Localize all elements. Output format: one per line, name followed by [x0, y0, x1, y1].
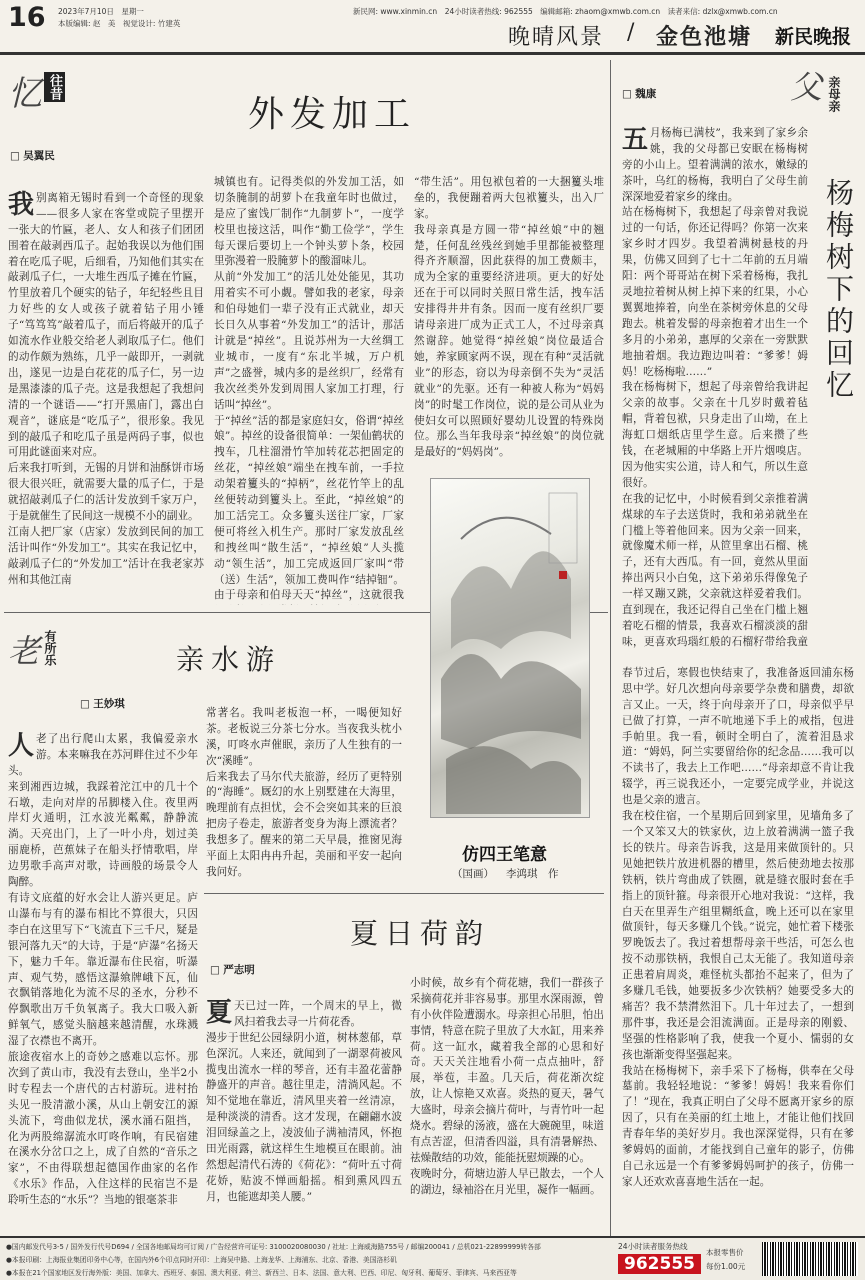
- column-divider: [610, 60, 611, 1236]
- painting-author: 李鸿琪 作: [506, 868, 559, 880]
- article-body-column: [414, 159, 604, 459]
- article-text: 别离箱无锡时看到一个奇怪的现象——很多人家在客堂或院子里摆开一张大的竹匾，老人、女人和孩子们团团围着在敲剥西瓜子。起始我误以为他们围着在吃瓜子呢，后细看，乃知他们其实在敲剥瓜子仁，一大堆生西瓜子摊在竹匾，竹里放着几个硬实的钻子，年纪轻些且目力好些的女人或孩子就着钻子用小锤子“笃笃笃”敲着瓜子，而后将敲开的瓜子如流水作业般交给老人剥取瓜子仁。他们的动作颇为熟练，几乎一敲即开，一剥就出，遂见一边是白花花的瓜子仁，另一边是黑漆漆的瓜子壳。这是我想起了我想问清的一个谜语——“打开黑庙门，露出白观音”，谜底是“吃瓜子”，很形象。我见到的敲瓜子和吃瓜子虽是两码子事，似也可用此谜面来对应。 后来我打听到，无锡的月饼和油酥饼市场很大很兴旺，就需要大量的瓜子仁，于是就招敲剥瓜子仁的活计发放到千家万户，于是就催生了民间这一规模不小的副业。 江南人把厂家（店家）发放到民间的加工活计叫作“外发加工”。其实在我记忆中，敲剥瓜子仁的“外发加工”活计在我老家苏州和其他江南: [8, 191, 204, 586]
- article-author: □ 魏康: [622, 86, 656, 101]
- article-text: 常著名。我叫老板泡一杯，一喝便知好茶。老板说三分茶七分水。当夜我头枕小溪，叮咚水声催眠，亲历了人生独有的一次“溪睡”。 后来我去了马尔代夫旅游，经历了更特别的“海睡”。厩幻的水上别墅建在大海里，晚理前有点担忧，会不会突如其来的巨浪把房子卷走，旅游者变身为海上漂流者？我想多了。醒来的第二天早晨，推窗见海平面上太阳冉冉升起，美丽和平安一起向我问好。: [206, 706, 402, 878]
- article-body-column: [622, 110, 808, 648]
- drop-cap: 夏: [206, 997, 233, 1028]
- hotline-number: 962555: [618, 1254, 701, 1274]
- drop-cap: 我: [8, 189, 35, 220]
- painting-title: 仿四王笔意: [462, 845, 547, 865]
- article-body-column: [8, 175, 204, 605]
- column-tag-label: 亲母亲: [827, 76, 841, 112]
- section-separator: /: [627, 20, 637, 45]
- article-title: 亲水游: [176, 643, 282, 676]
- newspaper-logo: 新民晚报: [775, 26, 852, 48]
- section-divider: [204, 893, 604, 894]
- price-label: 本报零售价: [706, 1248, 744, 1257]
- article-body-column: [622, 650, 854, 1234]
- article-text: “带生活”。用包袱包着的一大捆籰头堆垒的，我便蹦着两大包袱籰头，出入厂家。 我母亲真是方圆一带“掉丝娘”中的翘楚，任何乱丝残丝到她手里都能被整理得齐齐顺溜，因此获得的加工费颇丰，成为全家的重要经济进项。更大的好处还在于可以同时关照日常生活，拽车活安排得井井有条。因而一度有丝织厂要请母亲进厂成为正式工人，不过母亲真然谢辞。她觉得“掉丝娘”岗位最适合她，养家顾家两不误，现在有种“灵活就业”的形态，窃以为母亲倒不失为“灵活就业”的先驱。还有一种被人称为“妈妈岗”的时髦工作岗位，说的是公司从业为使妇女可以照顾好婴幼儿设置的特殊岗位。那么当年我母亲“掉丝娘”的岗位就是最好的“妈妈岗”。: [414, 175, 604, 459]
- page-editors: 本版编辑: 赵 美 视觉设计: 竹建英: [58, 19, 181, 28]
- header-rule: [0, 52, 865, 55]
- article-text: 天已过一阵，一个周末的早上，微风扫着我去寻一片荷花香。 漫步于世纪公园绿阴小道，树林葱郁，草色深沉。人来还，就闻到了一湖翠荷被风揽曳出流水一样的琴音，还有丰盈花蕾静静盛开的声音。越往里走，清淌风起。不知不觉地在靠近，清风里夹着一丝清凉，是种淡淡的清香。这才发现，在翩翩水波泪回绿盖之上，凌波仙子满袖清风，怀抱田光雨露，就这样生生地模亘在眼前。油然想起清代石涛的《荷花》：“荷叶五寸荷花娇，贴波不惮画船摇。相到熏风四五月，也能遮却美人腰。”: [206, 999, 402, 1203]
- article-text: 城镇也有。记得类似的外发加工活，如切条腌制的胡萝卜在我童年时也做过，是应了蜜饯厂制作“九制萝卜”，一度学校里也接这活，叫作“勤工俭学”，学生每天课后要切上一个钟头萝卜条，校园里弥漫着一股腌萝卜的酸溜味儿。 从前“外发加工”的活儿处处能见，其功用着实不可小觑。譬如我的老家，母亲和伯母她们一辈子没有正式就业，却天长日久从事着“外发加工”的活计，那活计就是“掉丝”。且说苏州为一大丝绸工业城市，一度有“东北半城，万户机声”之盛誉，城内多的是丝织厂，经常有我次丝类外发到周围人家加工打理，行话叫“掉丝”。 于“掉丝”活的都是家庭妇女，俗谓“掉丝娘”。掉丝的设备很简单：一架仙鹤状的拽车，几柱溜滑竹竿加转花芯把固定的丝花，“掉丝娘”端坐在拽车前，一手拉动架着籰头的“掉柄”，丝花竹竿上的乱丝便转动到籰头上。至此，“掉丝娘”的加工活完工。众多籰头送往厂家，厂家便可将丝入机生产。那时厂家发放乱丝和拽丝叫“散生活”，“掉丝娘”人头揽动“领生活”，加工完成返回厂家叫“带（送）生活”，领加工费叫作“结掉钿”。由于母亲和伯母天天“掉丝”，这就很我: [214, 175, 404, 602]
- hotline-label: 24小时读者服务热线: [618, 1242, 688, 1251]
- drop-cap: 人: [8, 730, 35, 761]
- landscape-painting-image: [430, 478, 590, 818]
- article-body-column: [8, 716, 198, 1234]
- price-value: 每份1.00元: [706, 1262, 746, 1271]
- article-text: 月杨梅已满枝”，我来到了家乡余姚，我的父母都已安眠在杨梅树旁的小山上。望着满满的浓水，嫩绿的茶叶，乌红的杨梅，我明白了父母生前深深地爱着家乡的缘由。 站在杨梅树下，我想起了母亲曾对我说过的一句话，你还记得吗？你第一次来家乡时才四岁。我望着满树悬枝的丹果，仿佛又回到了七十二年前的五月端阳：两个哥哥站在树下采着杨梅，我扎灵地拉着树从树上掉下来的红果，小心翼翼地捧着，向坐在茶树旁休息的父母跑去。桃着发髻的母亲抱着才出生一个多月的小弟弟，惠厚的父亲在一旁默默地抽着烟。我边跑边叫着：“爹爹！姆妈！吃杨梅啦……” 我在杨梅树下，想起了母亲曾给我讲起父亲的故事。父亲在十几岁时戴着毡帽，背着包袱，只身走出了山坳，在上海虹口烟纸店里学生意。后来攒了些钱，在老城厢的中华路上开片烟嗅店。因为他实实公道，诗人和气，所以生意很好。 在我的记忆中，小时候看到父亲推着满煤球的车子去送货时，我和弟弟就坐在门槛上等着他回来。因为父亲一回来，就像魔术师一样，从笸里拿出石榴、桃子，还有大西瓜。有一回，竟然从里面捧出两只小白兔，这下弟弟乐得像兔子一样又蹦又跳，父亲就这样爱着我们。直到现在，我还记得自己坐在门槛上翘着吃石榴的情景，我喜欢石榴淡淡的甜味，更喜欢玛瑙红般的石榴籽带给我童: [622, 126, 808, 648]
- issue-date: 2023年7月10日 星期一: [58, 7, 144, 16]
- article-title: 外发加工: [248, 94, 417, 135]
- page-footer: [0, 1236, 865, 1280]
- footer-line: ●国内邮发代号3-5 / 国外发行代号D694 / 全国各地邮局均可订阅 / 广告经营许可证号: 3100020080030 / 社址: 上海威海路755号 / 邮编200041 / 总机021-22899999转各部: [6, 1243, 541, 1251]
- article-author: □ 严志明: [210, 962, 255, 977]
- article-text: 老了出行爬山太累，我偏爱亲水游。本来嘛我在苏河畔住过不少年头。 来到湘西边城，我踩着沱江中的几十个石墩，走向对岸的吊脚楼入住。夜里两岸灯火通明，江水波光粼粼，静静流淌。天亮出门，上了一叶小舟，划过美丽鹿桥，芭蕉妹子在船头抒情歌唱，岸边男歌手高声对歌，诗画般的场景令人陶醉。 有诗文底蕴的好水会让人游兴更足。庐山瀑布与有的瀑布相比不算很大，只因李白在这里写下“飞流直下三千尺，疑是银河落九天”的大诗，于是“庐瀑”名扬天下，魅力千年。靠近瀑布住民宿，听瀑声、观气势，感悟这瀑飨牌峨下瓦，仙衣飘销落地化为流不尽的圣水，分秒不停飘歌出万千负氧离子。我大口吸入新鲜氧气，感觉头脑越来越清醒，水珠溅湿了衣襟也不离开。 旅途夜宿水上的奇妙之感难以忘怀。那次到了黄山市，我没有去登山，坐半2小时专程去一个唐代的古村游玩。进村抬头见一股清澈小溪，从山上朝安江的源头流下，弯曲似龙状，溪水涌石阻挡，化为两股绵潺流水叮咚作响，有民宿建在溪水分岔口之上，成了自然的“音乐之家”，不由得联想起德国作曲家的名作《水乐》作品，入住这样的民宿岂不是聆听生态的“水乐”？当地的银毫茶非: [8, 732, 198, 1207]
- mountain-drawing: [431, 479, 591, 819]
- column-tag-label: 有所乐: [43, 630, 57, 666]
- barcode-icon: [762, 1242, 858, 1276]
- article-text: 小时候，故乡有个荷花塘，我们一群孩子采摘荷花并非容易事。那里水深雨源，曾有小伙伴险遭溺水。母亲担心吊胆，怕出事情，特意在院子里放了大水缸，用来养荷。这一缸水，藏着我全部的心思和好奇。天天关注地看小荷一点点抽叶，舒展，举苞，丰盈。几天后，荷花渐次绽放，让人惊艳又欢喜。炎热的夏天，暑气大盛时，母亲会摘片荷叶，与青竹叶一起烧水。碧绿的汤液，盛在大碗碗里，味道有点苦涩，但清香四溢，具有清暑解热、祛燥散结的功效，能能抚慰烦躁的心。 夜晚时分，荷塘边游人早已散去，一个人的湖边，绿袖浴在月光里，凝作一幅画。: [410, 976, 604, 1196]
- article-body-column: [206, 983, 402, 1234]
- article-title: 夏日荷韵: [350, 917, 491, 950]
- article-author: □ 王妙琪: [80, 696, 125, 711]
- footer-line: ●本报在21个国家地区发行海外版：美国、加拿大、西班牙、泰国、澳大利亚、荷兰、新西兰、日本、法国、意大利、巴西、印尼、匈牙利、葡萄牙、菲律宾、马来西亚等: [6, 1269, 517, 1277]
- column-tag-memories: [8, 66, 72, 130]
- article-title: 杨梅树下的回忆: [822, 178, 855, 402]
- painting-medium: （国画）: [452, 868, 494, 880]
- column-tag-big-char: 老: [8, 632, 41, 670]
- contact-line: 新民网: www.xinmin.cn 24小时读者热线: 962555 编辑邮箱: zhaom@xmwb.com.cn 读者来信: dzlx@xmwb.com.cn: [353, 7, 778, 16]
- column-tag-leisure: [8, 626, 78, 688]
- column-tag-big-char: 忆: [8, 74, 42, 114]
- article-author: □ 吴翼民: [10, 148, 55, 163]
- article-body-column: [410, 960, 604, 1234]
- column-tag-big-char: 父: [790, 68, 823, 106]
- section-name-b: 金色池塘: [656, 24, 753, 50]
- column-tag-label: 往昔: [44, 72, 65, 102]
- article-body-column: [214, 159, 404, 605]
- section-name-a: 晚晴风景: [508, 25, 605, 50]
- page-number: 16: [8, 2, 46, 33]
- article-text: 春节过后，寒假也快结束了，我准备返回浦东杨思中学。好几次想向母亲要学杂费和膳费，却欲言又止。一天，终于向母亲开了口，母亲似乎早已做了打算，一声不吭地递下手上的戒指，包进手帕里。我一看，顿时全明白了，流着泪恳求道：“姆妈，阿兰实要留给你的纪念品……我可以不读书了，我去上工作吧……”母亲却意不肯让我辍学，再三说我还小，一定要完成学业，并说这也是父亲的遗言。 我在校住宿，一个星期后回到家里，见墙角多了一个又笨又大的铁家伙，边上放着满满一篮子我长的铁片。母亲告诉我，这是用来做顶针的。只见她把铁片放进机器的槽里，然后使劲地去按那铁柄，铁片弯曲成了铁圈，就是缝衣服时套在手指上的顶针箍。母亲很开心地对我说：“这样，我白天在里弄生产组里糊纸盒，晚上还可以在家里做顶针，每天多赚几个钱。”说完，她忙着下楼张罗晚饭去了。我过着想帮母亲干些活，可怎么也按不动那铁柄，我恨自己太无能了。我知道母亲正患着肩周炎，难怪杭头都抬不起来了，但为了多赚几毛钱，她要扳多少次铁柄？她要受多大的痛苦？我不禁潸然泪下。几十年过去了，一想到那件事，我还是会泪流满面。正是母亲的刚毅、坚强的性格影响了我，使我一个夏小、懦弱的女孩也渐渐变得坚强起来。 我站在杨梅树下，亲手采下了杨梅，供奉在父母墓前。我轻轻地说：“爹爹！姆妈！我来看你们了！”现在，我真正明白了父母不愿离开家乡的原因了，只有在美丽的红土地上，才能让他们找回青春年华的美好岁月。我也深深觉得，只有在爹爹姆妈的面前，才能找到自己童年的影子，仿佛自己永远是一个有爹爹姆妈呵护的孩子，仿佛一家人还欢欢喜喜地生活在一起。: [622, 666, 854, 1188]
- article-body-column: [206, 690, 402, 886]
- footer-line: ●本报印刷：上海报业集团印务中心等，在国内外6个印点同时开印：上海吴中路、上海龙华、上海浦东、北京、香港、美国洛杉矶: [6, 1256, 397, 1264]
- drop-cap: 五: [622, 124, 649, 155]
